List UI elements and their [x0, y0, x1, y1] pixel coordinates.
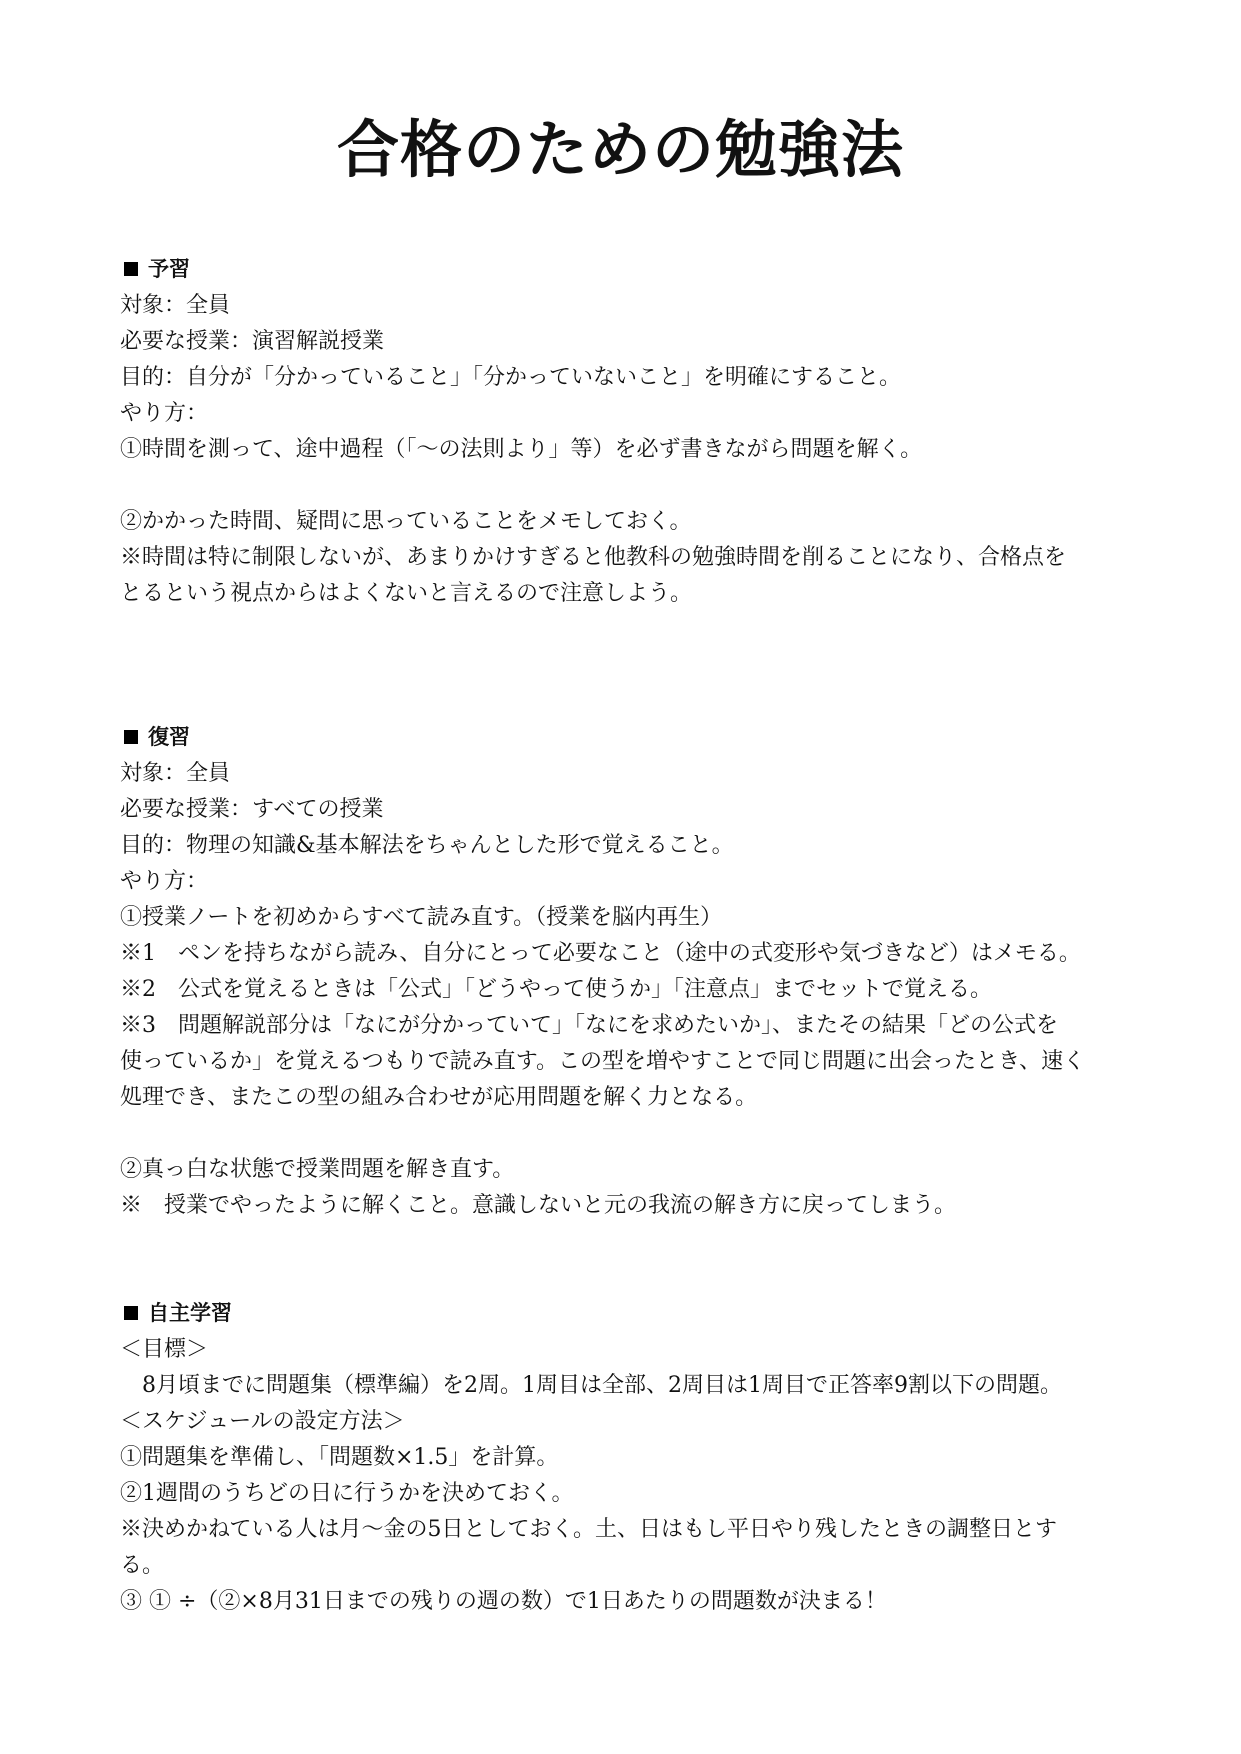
section-preview [120, 252, 1130, 612]
page-title: 合格のための勉強法 [336, 113, 904, 186]
text-line: 必要な授業：すべての授業 [120, 797, 384, 822]
square-bullet-icon [124, 1306, 138, 1320]
text-line: 必要な授業：演習解説授業 [120, 329, 385, 354]
blank-line [120, 1116, 1130, 1152]
text-line: る。 [120, 1553, 165, 1578]
text-line: ①問題集を準備し、「問題数×1.5」を計算。 [120, 1445, 559, 1470]
text-line: ※3 問題解説部分は「なにが分かっていて」「なにを求めたいか」、またその結果「どの公式を [120, 1013, 1059, 1038]
text-line: やり方： [120, 869, 209, 894]
section-review [120, 720, 1130, 1224]
text-line: 対象：全員 [120, 761, 231, 786]
section-heading [120, 252, 1130, 286]
text-line: ※決めかねている人は月〜金の5日としておく。土、日はもし平日やり残したときの調整日とす [120, 1517, 1058, 1542]
text-line: 処理でき、またこの型の組み合わせが応用問題を解く力となる。 [120, 1085, 758, 1110]
text-line: 使っているか」を覚えるつもりで読み直す。この型を増やすことで同じ問題に出会ったとき、速く [120, 1049, 1086, 1074]
section-heading [120, 1296, 1130, 1330]
text-line: ①時間を測って、途中過程（「〜の法則より」等）を必ず書きながら問題を解く。 [120, 437, 923, 462]
section-heading-text: 自主学習 [148, 1301, 232, 1325]
text-line: 対象：全員 [120, 293, 231, 318]
square-bullet-icon [124, 262, 138, 276]
blank-line [120, 468, 1130, 504]
text-line: ※2 公式を覚えるときは「公式」「どうやって使うか」「注意点」までセットで覚える。 [120, 977, 993, 1002]
text-line: ②1週間のうちどの日に行うかを決めておく。 [120, 1481, 574, 1506]
text-line: ②かかった時間、疑問に思っていることをメモしておく。 [120, 509, 692, 534]
text-line: ＜目標＞ [120, 1337, 209, 1362]
text-line: ※ 授業でやったように解くこと。意識しないと元の我流の解き方に戻ってしまう。 [120, 1193, 957, 1218]
text-line: ③ ① ÷（②×8月31日までの残りの週の数）で1日あたりの問題数が決まる！ [120, 1589, 887, 1614]
text-line: 目的：物理の知識&基本解法をちゃんとした形で覚えること。 [120, 833, 734, 858]
section-heading-text: 予習 [148, 257, 190, 281]
text-line: やり方： [120, 401, 209, 426]
text-line: とるという視点からはよくないと言えるので注意しよう。 [120, 581, 693, 606]
section-heading [120, 720, 1130, 754]
text-line: 目的：自分が「分かっていること」「分かっていないこと」を明確にすること。 [120, 365, 902, 390]
text-line: ＜スケジュールの設定方法＞ [120, 1409, 405, 1434]
text-line: ②真っ白な状態で授業問題を解き直す。 [120, 1157, 515, 1182]
section-heading-text: 復習 [148, 725, 190, 749]
text-line: ①授業ノートを初めからすべて読み直す。（授業を脳内再生） [120, 905, 723, 930]
text-line: ※1 ペンを持ちながら読み、自分にとって必要なこと（途中の式変形や気づきなど）はメモる。 [120, 941, 1081, 966]
text-line: 8月頃までに問題集（標準編）を2周。1周目は全部、2周目は1周目で正答率9割以下の問題。 [120, 1373, 1062, 1398]
square-bullet-icon [124, 730, 138, 744]
section-self-study [120, 1296, 1130, 1620]
text-line: ※時間は特に制限しないが、あまりかけすぎると他教科の勉強時間を削ることになり、合格点を [120, 545, 1067, 570]
